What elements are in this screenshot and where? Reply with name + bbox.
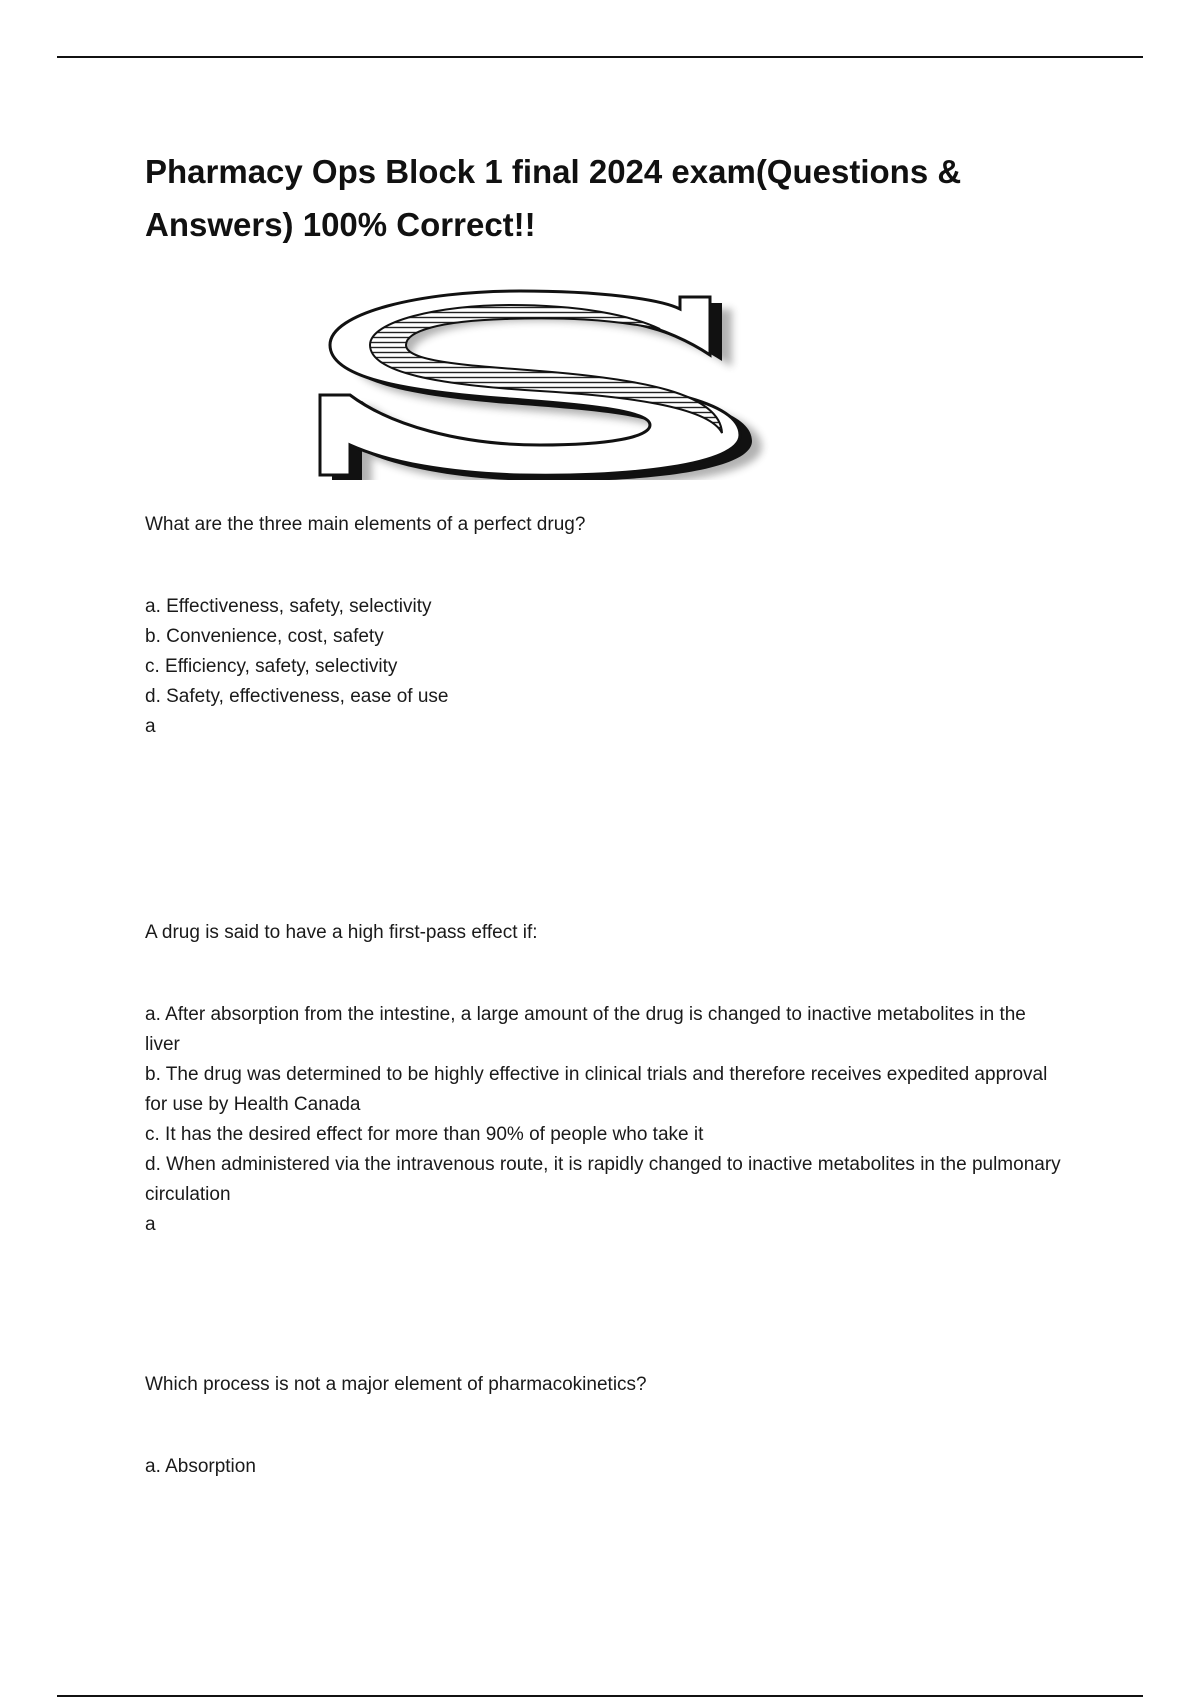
answer-text: a — [145, 1214, 156, 1235]
option-item: a. Absorption — [145, 1456, 256, 1477]
decorative-s-logo-icon — [310, 285, 810, 480]
option-list — [145, 592, 1065, 712]
option-item: b. The drug was determined to be highly effective in clinical trials and therefore receives expedited approval for use by Health Canada — [145, 1064, 1048, 1115]
question-block — [145, 918, 1065, 1240]
option-item: d. Safety, effectiveness, ease of use — [145, 686, 449, 707]
bottom-divider — [57, 1695, 1143, 1697]
question-prompt: What are the three main elements of a perfect drug? — [145, 514, 586, 535]
answer-text: a — [145, 716, 156, 737]
document-header — [145, 145, 1065, 251]
question-block — [145, 1370, 1065, 1482]
option-item: b. Convenience, cost, safety — [145, 626, 384, 647]
option-list — [145, 1452, 1065, 1482]
page-title: Pharmacy Ops Block 1 final 2024 exam(Questions & Answers) 100% Correct!! — [145, 153, 962, 243]
question-prompt: A drug is said to have a high first-pass effect if: — [145, 922, 538, 943]
option-item: c. Efficiency, safety, selectivity — [145, 656, 398, 677]
option-item: a. Effectiveness, safety, selectivity — [145, 596, 432, 617]
question-prompt: Which process is not a major element of pharmacokinetics? — [145, 1374, 647, 1395]
option-item: a. After absorption from the intestine, a large amount of the drug is changed to inactive metabolites in the liver — [145, 1004, 1026, 1055]
option-item: c. It has the desired effect for more than 90% of people who take it — [145, 1124, 704, 1145]
option-item: d. When administered via the intravenous route, it is rapidly changed to inactive metabolites in the pulmonary circulation — [145, 1154, 1061, 1205]
question-block — [145, 510, 1065, 742]
top-divider — [57, 56, 1143, 58]
option-list — [145, 1000, 1065, 1210]
